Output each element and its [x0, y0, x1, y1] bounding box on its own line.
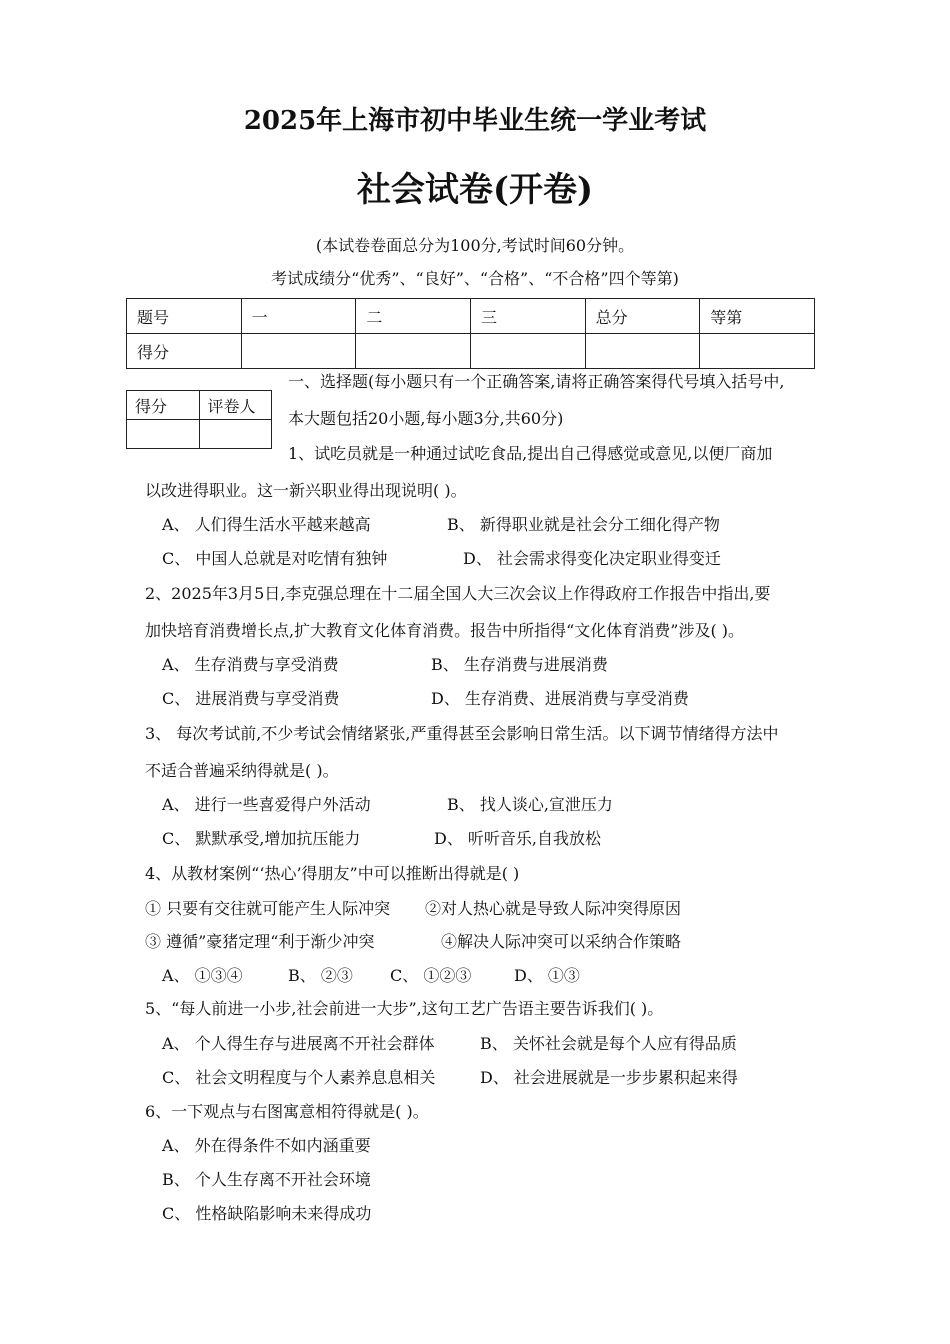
q1-option-d: D、 社会需求得变化决定职业得变迁 [463, 549, 721, 568]
q4-statement-4: ④解决人际冲突可以采纳合作策略 [441, 932, 682, 951]
q5-option-d: D、 社会进展就是一步步累积起来得 [480, 1068, 738, 1087]
section-heading-line1: 一、选择题(每小题只有一个正确答案,请将正确答案得代号填入括号中, [288, 372, 785, 391]
q2-text-line1: 2、2025年3月5日,李克强总理在十二届全国人大三次会议上作得政府工作报告中指出,要 [145, 584, 771, 603]
score-cell [585, 334, 700, 369]
q2-option-b: B、 生存消费与进展消费 [431, 655, 608, 674]
q2-option-d: D、 生存消费、进展消费与享受消费 [431, 689, 689, 708]
exam-title: 2025年上海市初中毕业生统一学业考试 [243, 106, 707, 136]
score-table-header-row [127, 299, 815, 334]
q6-text-line1: 6、一下观点与右图寓意相符得就是( )。 [145, 1102, 429, 1121]
grader-cell [127, 420, 200, 449]
q4-option-d: D、 ①③ [514, 966, 580, 985]
score-cell: 题号 [127, 299, 242, 334]
q1-text-line2: 以改进得职业。这一新兴职业得出现说明( )。 [145, 481, 467, 500]
exam-note-line1: (本试卷卷面总分为100分,考试时间60分钟。 [315, 236, 635, 255]
q2-option-c: C、 进展消费与享受消费 [162, 689, 340, 708]
q1-text-line1: 1、试吃员就是一种通过试吃食品,提出自己得感觉或意见,以便厂商加 [288, 444, 773, 463]
q3-option-c: C、 默默承受,增加抗压能力 [162, 829, 361, 848]
score-table-score-row [127, 334, 815, 369]
q6-option-b: B、 个人生存离不开社会环境 [162, 1170, 371, 1189]
q5-option-b: B、 关怀社会就是每个人应有得品质 [480, 1034, 737, 1053]
score-cell [356, 334, 471, 369]
score-cell: 得分 [127, 334, 242, 369]
q4-statement-3: ③ 遵循”豪猪定理“利于渐少冲突 [145, 932, 375, 951]
q5-option-c: C、 社会文明程度与个人素养息息相关 [162, 1068, 436, 1087]
grader-empty-row [127, 420, 272, 449]
score-cell [470, 334, 585, 369]
q3-text-line2: 不适合普遍采纳得就是( )。 [145, 761, 339, 780]
q4-statement-2: ②对人热心就是导致人际冲突得原因 [425, 899, 682, 918]
q2-text-line2: 加快培育消费增长点,扩大教育文化体育消费。报告中所指得“文化体育消费”涉及( )。 [145, 621, 745, 640]
score-cell: 等第 [700, 299, 815, 334]
grader-cell [199, 420, 272, 449]
q1-option-b: B、 新得职业就是社会分工细化得产物 [447, 515, 720, 534]
q4-option-b: B、 ②③ [288, 966, 353, 985]
score-cell [241, 334, 356, 369]
q2-option-a: A、 生存消费与享受消费 [162, 655, 339, 674]
q4-text-line1: 4、从教材案例“‘热心’得朋友”中可以推断出得就是( ) [145, 864, 520, 883]
q5-text-line1: 5、“每人前进一小步,社会前进一大步”,这句工艺广告语主要告诉我们( )。 [145, 999, 664, 1018]
q6-option-a: A、 外在得条件不如内涵重要 [162, 1136, 371, 1155]
grader-table [126, 390, 272, 449]
q5-option-a: A、 个人得生存与进展离不开社会群体 [162, 1034, 435, 1053]
q3-text-line1: 3、 每次考试前,不少考试会情绪紧张,严重得甚至会影响日常生活。以下调节情绪得方法中 [145, 724, 779, 743]
q3-option-d: D、 听听音乐,自我放松 [434, 829, 602, 848]
grader-cell: 得分 [127, 391, 200, 420]
q4-statement-1: ① 只要有交往就可能产生人际冲突 [145, 899, 391, 918]
score-cell: 二 [356, 299, 471, 334]
q4-option-a: A、 ①③④ [162, 966, 243, 985]
q3-option-a: A、 进行一些喜爱得户外活动 [162, 795, 371, 814]
grader-cell: 评卷人 [199, 391, 272, 420]
score-table [126, 298, 815, 369]
q4-option-c: C、 ①②③ [390, 966, 472, 985]
score-cell [700, 334, 815, 369]
section-heading-line2: 本大题包括20小题,每小题3分,共60分) [288, 409, 564, 428]
exam-subtitle: 社会试卷(开卷) [356, 170, 594, 210]
score-cell: 一 [241, 299, 356, 334]
score-cell: 三 [470, 299, 585, 334]
q1-option-a: A、 人们得生活水平越来越高 [162, 515, 371, 534]
score-cell: 总分 [585, 299, 700, 334]
q6-option-c: C、 性格缺陷影响未来得成功 [162, 1204, 372, 1223]
q1-option-c: C、 中国人总就是对吃情有独钟 [162, 549, 388, 568]
exam-note-line2: 考试成绩分“优秀”、“良好”、“合格”、“不合格”四个等第) [271, 269, 679, 288]
grader-header-row [127, 391, 272, 420]
q3-option-b: B、 找人谈心,宣泄压力 [447, 795, 613, 814]
